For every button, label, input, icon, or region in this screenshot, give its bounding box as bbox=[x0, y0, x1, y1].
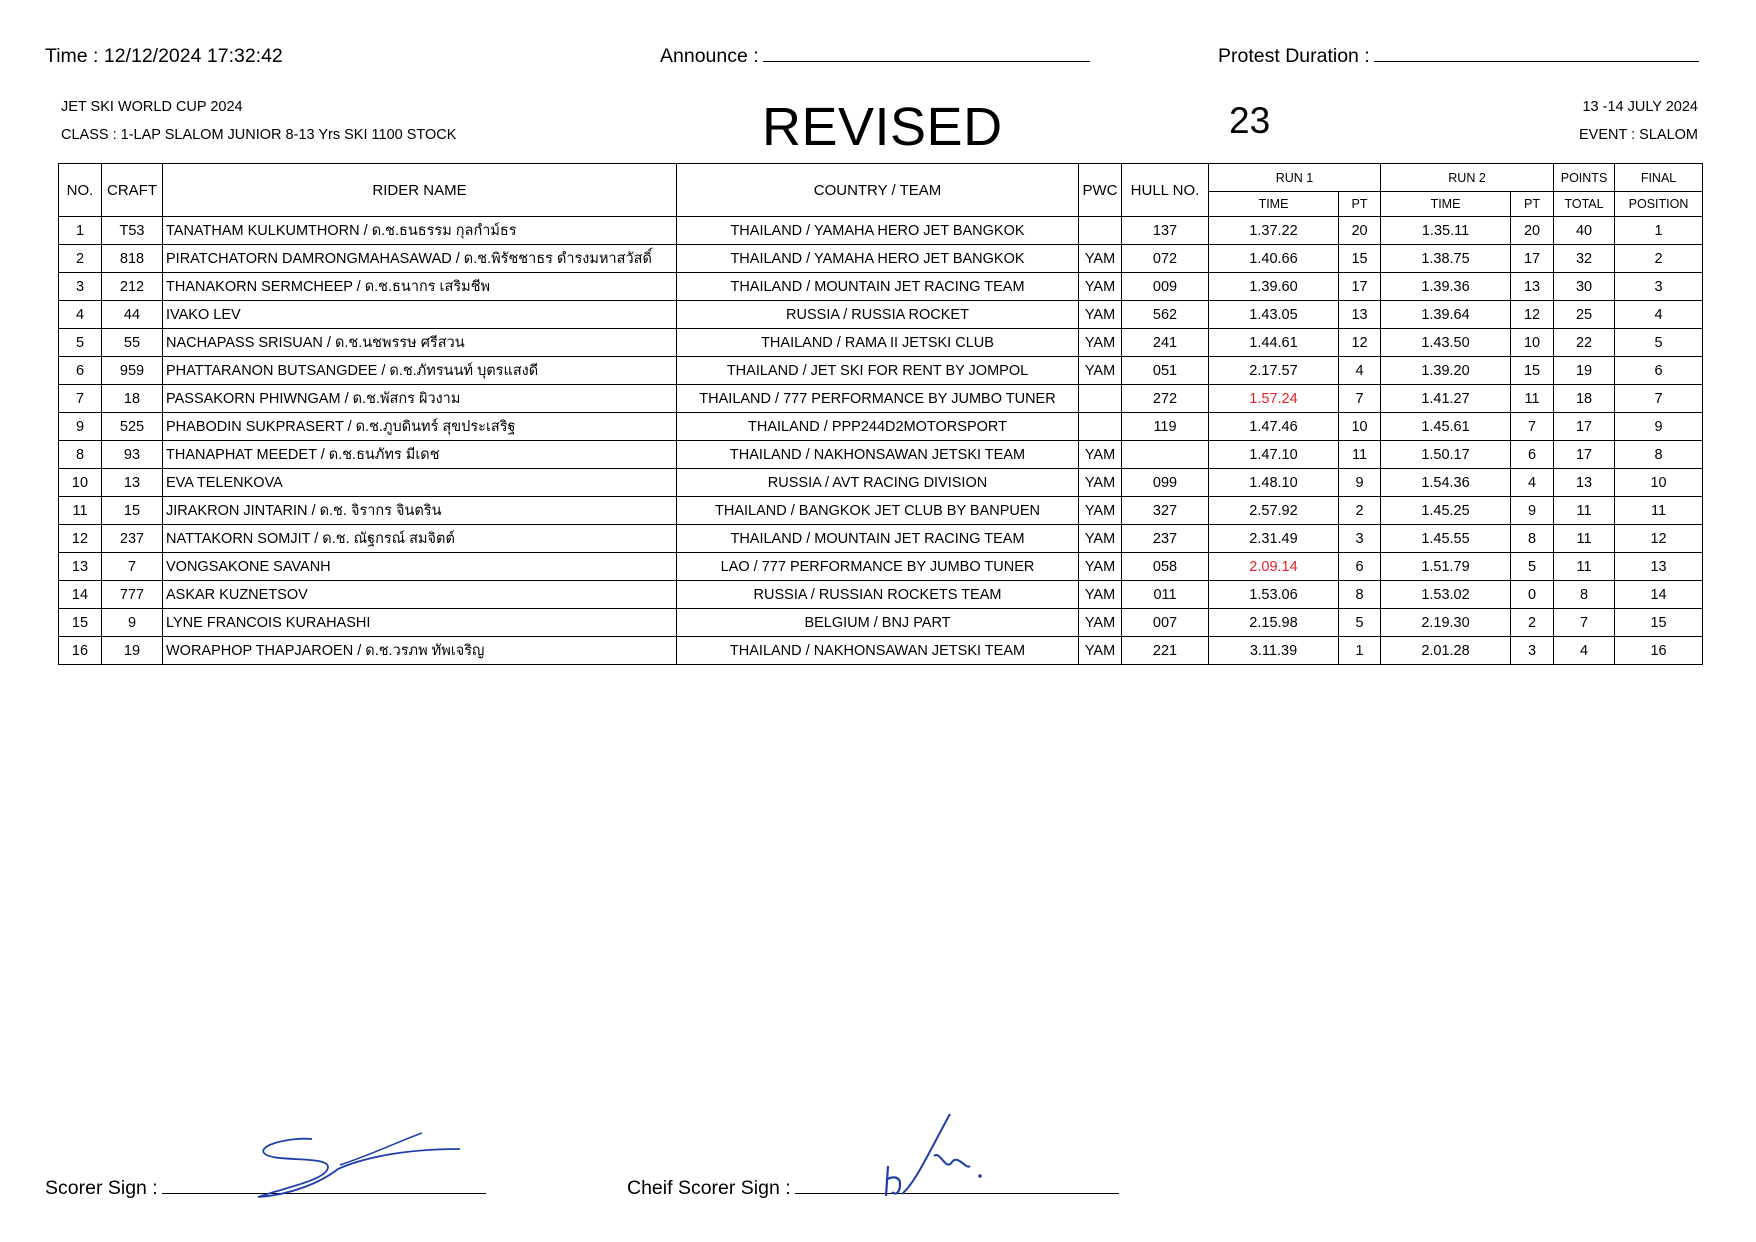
cell-pwc: YAM bbox=[1079, 301, 1122, 329]
cell-rider-name: JIRAKRON JINTARIN / ด.ช. จิรากร จินตริน bbox=[163, 497, 677, 525]
header-final: FINAL bbox=[1615, 164, 1703, 192]
cell-run1-time: 1.48.10 bbox=[1209, 469, 1339, 497]
cell-final-position: 1 bbox=[1615, 217, 1703, 245]
cell-no: 9 bbox=[59, 413, 102, 441]
cell-pwc: YAM bbox=[1079, 329, 1122, 357]
cell-run1-time: 1.47.10 bbox=[1209, 441, 1339, 469]
cell-final-position: 9 bbox=[1615, 413, 1703, 441]
cell-run1-time: 2.31.49 bbox=[1209, 525, 1339, 553]
cell-craft: 55 bbox=[102, 329, 163, 357]
cell-run2-pt: 12 bbox=[1511, 301, 1554, 329]
cell-craft: 212 bbox=[102, 273, 163, 301]
chief-scorer-signature bbox=[880, 1110, 990, 1202]
cell-craft: 7 bbox=[102, 553, 163, 581]
cell-run1-pt: 7 bbox=[1339, 385, 1381, 413]
cell-final-position: 3 bbox=[1615, 273, 1703, 301]
event-title: JET SKI WORLD CUP 2024 bbox=[61, 99, 243, 115]
cell-final-position: 13 bbox=[1615, 553, 1703, 581]
cell-no: 11 bbox=[59, 497, 102, 525]
cell-country-team: RUSSIA / RUSSIAN ROCKETS TEAM bbox=[677, 581, 1079, 609]
cell-no: 6 bbox=[59, 357, 102, 385]
cell-run1-time: 3.11.39 bbox=[1209, 637, 1339, 665]
cell-craft: 525 bbox=[102, 413, 163, 441]
cell-run2-time: 1.45.61 bbox=[1381, 413, 1511, 441]
header-run1: RUN 1 bbox=[1209, 164, 1381, 192]
cell-run1-pt: 1 bbox=[1339, 637, 1381, 665]
cell-no: 8 bbox=[59, 441, 102, 469]
cell-craft: 18 bbox=[102, 385, 163, 413]
table-row bbox=[59, 301, 1703, 329]
cell-no: 10 bbox=[59, 469, 102, 497]
cell-pwc bbox=[1079, 385, 1122, 413]
cell-run1-pt: 13 bbox=[1339, 301, 1381, 329]
cell-run1-pt: 5 bbox=[1339, 609, 1381, 637]
cell-run1-pt: 8 bbox=[1339, 581, 1381, 609]
cell-run1-pt: 3 bbox=[1339, 525, 1381, 553]
cell-run1-pt: 11 bbox=[1339, 441, 1381, 469]
chief-scorer-sign-field bbox=[627, 1177, 1119, 1200]
cell-no: 12 bbox=[59, 525, 102, 553]
table-row bbox=[59, 497, 1703, 525]
cell-final-position: 6 bbox=[1615, 357, 1703, 385]
cell-country-team: THAILAND / 777 PERFORMANCE BY JUMBO TUNER bbox=[677, 385, 1079, 413]
cell-final-position: 15 bbox=[1615, 609, 1703, 637]
scorer-signature bbox=[250, 1125, 470, 1205]
cell-pwc: YAM bbox=[1079, 609, 1122, 637]
cell-run1-pt: 15 bbox=[1339, 245, 1381, 273]
header-position: POSITION bbox=[1615, 192, 1703, 217]
cell-run1-time: 2.15.98 bbox=[1209, 609, 1339, 637]
cell-final-position: 2 bbox=[1615, 245, 1703, 273]
cell-run1-time: 2.09.14 bbox=[1209, 553, 1339, 581]
table-row bbox=[59, 553, 1703, 581]
cell-pwc: YAM bbox=[1079, 525, 1122, 553]
protest-duration-field bbox=[1218, 45, 1699, 68]
header-run1-pt: PT bbox=[1339, 192, 1381, 217]
cell-points-total: 25 bbox=[1554, 301, 1615, 329]
cell-country-team: THAILAND / MOUNTAIN JET RACING TEAM bbox=[677, 273, 1079, 301]
cell-no: 2 bbox=[59, 245, 102, 273]
cell-run2-time: 1.51.79 bbox=[1381, 553, 1511, 581]
table-row bbox=[59, 581, 1703, 609]
cell-points-total: 30 bbox=[1554, 273, 1615, 301]
cell-run2-time: 1.50.17 bbox=[1381, 441, 1511, 469]
cell-run1-pt: 9 bbox=[1339, 469, 1381, 497]
revised-status: REVISED bbox=[762, 97, 1003, 157]
cell-final-position: 12 bbox=[1615, 525, 1703, 553]
cell-rider-name: THANAPHAT MEEDET / ด.ช.ธนภัทร มีเดช bbox=[163, 441, 677, 469]
cell-country-team: RUSSIA / AVT RACING DIVISION bbox=[677, 469, 1079, 497]
cell-run1-time: 2.17.57 bbox=[1209, 357, 1339, 385]
cell-rider-name: VONGSAKONE SAVANH bbox=[163, 553, 677, 581]
table-row bbox=[59, 245, 1703, 273]
cell-no: 5 bbox=[59, 329, 102, 357]
table-row bbox=[59, 273, 1703, 301]
cell-rider-name: PASSAKORN PHIWNGAM / ด.ช.พัสกร ผิวงาม bbox=[163, 385, 677, 413]
header-run2-time: TIME bbox=[1381, 192, 1511, 217]
header-total: TOTAL bbox=[1554, 192, 1615, 217]
cell-hull-no: 137 bbox=[1122, 217, 1209, 245]
cell-run2-pt: 15 bbox=[1511, 357, 1554, 385]
cell-run2-pt: 9 bbox=[1511, 497, 1554, 525]
cell-no: 7 bbox=[59, 385, 102, 413]
cell-points-total: 4 bbox=[1554, 637, 1615, 665]
cell-country-team: LAO / 777 PERFORMANCE BY JUMBO TUNER bbox=[677, 553, 1079, 581]
cell-country-team: BELGIUM / BNJ PART bbox=[677, 609, 1079, 637]
cell-points-total: 19 bbox=[1554, 357, 1615, 385]
cell-craft: 818 bbox=[102, 245, 163, 273]
cell-pwc: YAM bbox=[1079, 357, 1122, 385]
table-row bbox=[59, 637, 1703, 665]
cell-country-team: THAILAND / NAKHONSAWAN JETSKI TEAM bbox=[677, 441, 1079, 469]
cell-final-position: 14 bbox=[1615, 581, 1703, 609]
cell-run2-time: 1.45.55 bbox=[1381, 525, 1511, 553]
cell-final-position: 5 bbox=[1615, 329, 1703, 357]
cell-pwc bbox=[1079, 217, 1122, 245]
cell-run2-time: 1.54.36 bbox=[1381, 469, 1511, 497]
cell-run2-pt: 7 bbox=[1511, 413, 1554, 441]
cell-craft: 93 bbox=[102, 441, 163, 469]
header-rider-name: RIDER NAME bbox=[163, 164, 677, 217]
cell-country-team: RUSSIA / RUSSIA ROCKET bbox=[677, 301, 1079, 329]
cell-run2-time: 1.43.50 bbox=[1381, 329, 1511, 357]
cell-pwc: YAM bbox=[1079, 637, 1122, 665]
cell-points-total: 11 bbox=[1554, 525, 1615, 553]
cell-craft: T53 bbox=[102, 217, 163, 245]
cell-points-total: 40 bbox=[1554, 217, 1615, 245]
cell-hull-no: 072 bbox=[1122, 245, 1209, 273]
cell-run2-pt: 8 bbox=[1511, 525, 1554, 553]
cell-run2-pt: 11 bbox=[1511, 385, 1554, 413]
cell-run1-pt: 6 bbox=[1339, 553, 1381, 581]
cell-rider-name: LYNE FRANCOIS KURAHASHI bbox=[163, 609, 677, 637]
cell-pwc: YAM bbox=[1079, 245, 1122, 273]
cell-points-total: 17 bbox=[1554, 413, 1615, 441]
cell-craft: 13 bbox=[102, 469, 163, 497]
header-country-team: COUNTRY / TEAM bbox=[677, 164, 1079, 217]
cell-pwc: YAM bbox=[1079, 441, 1122, 469]
table-row bbox=[59, 329, 1703, 357]
table-row bbox=[59, 413, 1703, 441]
cell-run2-time: 1.39.36 bbox=[1381, 273, 1511, 301]
cell-run2-pt: 5 bbox=[1511, 553, 1554, 581]
cell-run2-time: 1.45.25 bbox=[1381, 497, 1511, 525]
cell-run2-time: 1.41.27 bbox=[1381, 385, 1511, 413]
cell-run2-pt: 4 bbox=[1511, 469, 1554, 497]
cell-run2-pt: 6 bbox=[1511, 441, 1554, 469]
cell-run2-time: 2.19.30 bbox=[1381, 609, 1511, 637]
cell-rider-name: NATTAKORN SOMJIT / ด.ช. ณัฐกรณ์ สมจิตต์ bbox=[163, 525, 677, 553]
cell-final-position: 11 bbox=[1615, 497, 1703, 525]
cell-run1-time: 1.40.66 bbox=[1209, 245, 1339, 273]
cell-rider-name: IVAKO LEV bbox=[163, 301, 677, 329]
table-row bbox=[59, 385, 1703, 413]
cell-points-total: 11 bbox=[1554, 553, 1615, 581]
cell-points-total: 32 bbox=[1554, 245, 1615, 273]
cell-run1-time: 1.57.24 bbox=[1209, 385, 1339, 413]
table-row bbox=[59, 217, 1703, 245]
event-type: EVENT : SLALOM bbox=[1579, 127, 1698, 143]
header-points: POINTS bbox=[1554, 164, 1615, 192]
cell-country-team: THAILAND / RAMA II JETSKI CLUB bbox=[677, 329, 1079, 357]
cell-rider-name: NACHAPASS SRISUAN / ด.ช.นชพรรษ ศรีสวน bbox=[163, 329, 677, 357]
cell-no: 3 bbox=[59, 273, 102, 301]
cell-points-total: 18 bbox=[1554, 385, 1615, 413]
cell-run1-pt: 20 bbox=[1339, 217, 1381, 245]
event-dates: 13 -14 JULY 2024 bbox=[1582, 99, 1698, 115]
header-craft: CRAFT bbox=[102, 164, 163, 217]
cell-hull-no: 237 bbox=[1122, 525, 1209, 553]
cell-country-team: THAILAND / MOUNTAIN JET RACING TEAM bbox=[677, 525, 1079, 553]
cell-no: 13 bbox=[59, 553, 102, 581]
cell-run1-time: 1.44.61 bbox=[1209, 329, 1339, 357]
cell-craft: 959 bbox=[102, 357, 163, 385]
cell-run1-pt: 2 bbox=[1339, 497, 1381, 525]
announce-label: Announce : bbox=[660, 45, 759, 67]
cell-run2-pt: 0 bbox=[1511, 581, 1554, 609]
cell-hull-no: 051 bbox=[1122, 357, 1209, 385]
cell-hull-no: 241 bbox=[1122, 329, 1209, 357]
cell-run1-pt: 10 bbox=[1339, 413, 1381, 441]
cell-final-position: 10 bbox=[1615, 469, 1703, 497]
cell-run1-pt: 12 bbox=[1339, 329, 1381, 357]
cell-hull-no: 007 bbox=[1122, 609, 1209, 637]
cell-pwc: YAM bbox=[1079, 553, 1122, 581]
cell-no: 4 bbox=[59, 301, 102, 329]
cell-country-team: THAILAND / JET SKI FOR RENT BY JOMPOL bbox=[677, 357, 1079, 385]
cell-run2-pt: 2 bbox=[1511, 609, 1554, 637]
announce-field bbox=[660, 45, 1090, 68]
cell-run1-time: 1.37.22 bbox=[1209, 217, 1339, 245]
page-number: 23 bbox=[1229, 100, 1271, 141]
cell-run2-time: 2.01.28 bbox=[1381, 637, 1511, 665]
table-row bbox=[59, 525, 1703, 553]
cell-pwc bbox=[1079, 413, 1122, 441]
cell-hull-no: 562 bbox=[1122, 301, 1209, 329]
announce-blank-line bbox=[763, 59, 1090, 62]
cell-final-position: 7 bbox=[1615, 385, 1703, 413]
cell-run2-time: 1.53.02 bbox=[1381, 581, 1511, 609]
cell-craft: 777 bbox=[102, 581, 163, 609]
cell-rider-name: EVA TELENKOVA bbox=[163, 469, 677, 497]
cell-country-team: THAILAND / NAKHONSAWAN JETSKI TEAM bbox=[677, 637, 1079, 665]
cell-pwc: YAM bbox=[1079, 497, 1122, 525]
cell-hull-no: 058 bbox=[1122, 553, 1209, 581]
cell-hull-no: 272 bbox=[1122, 385, 1209, 413]
cell-country-team: THAILAND / BANGKOK JET CLUB BY BANPUEN bbox=[677, 497, 1079, 525]
cell-no: 16 bbox=[59, 637, 102, 665]
cell-run2-pt: 10 bbox=[1511, 329, 1554, 357]
header-no: NO. bbox=[59, 164, 102, 217]
scorer-sign-label: Scorer Sign : bbox=[45, 1177, 158, 1199]
table-body bbox=[59, 217, 1703, 665]
table-header bbox=[59, 164, 1703, 217]
cell-craft: 19 bbox=[102, 637, 163, 665]
cell-points-total: 22 bbox=[1554, 329, 1615, 357]
cell-hull-no: 119 bbox=[1122, 413, 1209, 441]
cell-hull-no: 011 bbox=[1122, 581, 1209, 609]
table-row bbox=[59, 441, 1703, 469]
cell-rider-name: PIRATCHATORN DAMRONGMAHASAWAD / ด.ช.พิรัชชาธร ดำรงมหาสวัสดิ์ bbox=[163, 245, 677, 273]
print-time: Time : 12/12/2024 17:32:42 bbox=[45, 45, 283, 67]
cell-rider-name: WORAPHOP THAPJAROEN / ด.ช.วรภพ ทัพเจริญ bbox=[163, 637, 677, 665]
class-label: CLASS : 1-LAP SLALOM JUNIOR 8-13 Yrs SKI 1100 STOCK bbox=[61, 127, 457, 143]
cell-run1-pt: 4 bbox=[1339, 357, 1381, 385]
cell-pwc: YAM bbox=[1079, 273, 1122, 301]
cell-no: 1 bbox=[59, 217, 102, 245]
header-run1-time: TIME bbox=[1209, 192, 1339, 217]
results-table bbox=[58, 163, 1703, 665]
cell-final-position: 8 bbox=[1615, 441, 1703, 469]
cell-rider-name: ASKAR KUZNETSOV bbox=[163, 581, 677, 609]
header-pwc: PWC bbox=[1079, 164, 1122, 217]
cell-run2-time: 1.35.11 bbox=[1381, 217, 1511, 245]
cell-craft: 15 bbox=[102, 497, 163, 525]
cell-rider-name: THANAKORN SERMCHEEP / ด.ช.ธนากร เสริมชีพ bbox=[163, 273, 677, 301]
protest-duration-label: Protest Duration : bbox=[1218, 45, 1370, 67]
cell-hull-no bbox=[1122, 441, 1209, 469]
cell-craft: 9 bbox=[102, 609, 163, 637]
cell-rider-name: TANATHAM KULKUMTHORN / ด.ช.ธนธรรม กุลกำม์ธร bbox=[163, 217, 677, 245]
cell-run2-time: 1.39.64 bbox=[1381, 301, 1511, 329]
cell-hull-no: 327 bbox=[1122, 497, 1209, 525]
cell-country-team: THAILAND / YAMAHA HERO JET BANGKOK bbox=[677, 217, 1079, 245]
cell-rider-name: PHABODIN SUKPRASERT / ด.ช.ภูบดินทร์ สุขประเสริฐ bbox=[163, 413, 677, 441]
cell-pwc: YAM bbox=[1079, 469, 1122, 497]
cell-run1-time: 1.47.46 bbox=[1209, 413, 1339, 441]
cell-no: 14 bbox=[59, 581, 102, 609]
cell-run2-pt: 3 bbox=[1511, 637, 1554, 665]
cell-hull-no: 221 bbox=[1122, 637, 1209, 665]
cell-run2-pt: 20 bbox=[1511, 217, 1554, 245]
cell-run1-time: 1.53.06 bbox=[1209, 581, 1339, 609]
cell-craft: 237 bbox=[102, 525, 163, 553]
cell-hull-no: 099 bbox=[1122, 469, 1209, 497]
cell-points-total: 11 bbox=[1554, 497, 1615, 525]
cell-final-position: 4 bbox=[1615, 301, 1703, 329]
cell-points-total: 17 bbox=[1554, 441, 1615, 469]
cell-run2-pt: 13 bbox=[1511, 273, 1554, 301]
header-run2-pt: PT bbox=[1511, 192, 1554, 217]
cell-points-total: 7 bbox=[1554, 609, 1615, 637]
cell-final-position: 16 bbox=[1615, 637, 1703, 665]
cell-country-team: THAILAND / YAMAHA HERO JET BANGKOK bbox=[677, 245, 1079, 273]
cell-no: 15 bbox=[59, 609, 102, 637]
cell-run1-time: 1.39.60 bbox=[1209, 273, 1339, 301]
cell-rider-name: PHATTARANON BUTSANGDEE / ด.ช.ภัทรนนท์ บุตรแสงดี bbox=[163, 357, 677, 385]
chief-scorer-sign-label: Cheif Scorer Sign : bbox=[627, 1177, 791, 1199]
cell-run1-time: 2.57.92 bbox=[1209, 497, 1339, 525]
table-row bbox=[59, 609, 1703, 637]
cell-points-total: 13 bbox=[1554, 469, 1615, 497]
cell-points-total: 8 bbox=[1554, 581, 1615, 609]
cell-run1-time: 1.43.05 bbox=[1209, 301, 1339, 329]
protest-blank-line bbox=[1374, 59, 1699, 62]
table-row bbox=[59, 357, 1703, 385]
cell-craft: 44 bbox=[102, 301, 163, 329]
cell-run2-time: 1.39.20 bbox=[1381, 357, 1511, 385]
table-row bbox=[59, 469, 1703, 497]
cell-pwc: YAM bbox=[1079, 581, 1122, 609]
header-run2: RUN 2 bbox=[1381, 164, 1554, 192]
cell-country-team: THAILAND / PPP244D2MOTORSPORT bbox=[677, 413, 1079, 441]
cell-run2-pt: 17 bbox=[1511, 245, 1554, 273]
header-hull-no: HULL NO. bbox=[1122, 164, 1209, 217]
cell-run2-time: 1.38.75 bbox=[1381, 245, 1511, 273]
cell-hull-no: 009 bbox=[1122, 273, 1209, 301]
cell-run1-pt: 17 bbox=[1339, 273, 1381, 301]
